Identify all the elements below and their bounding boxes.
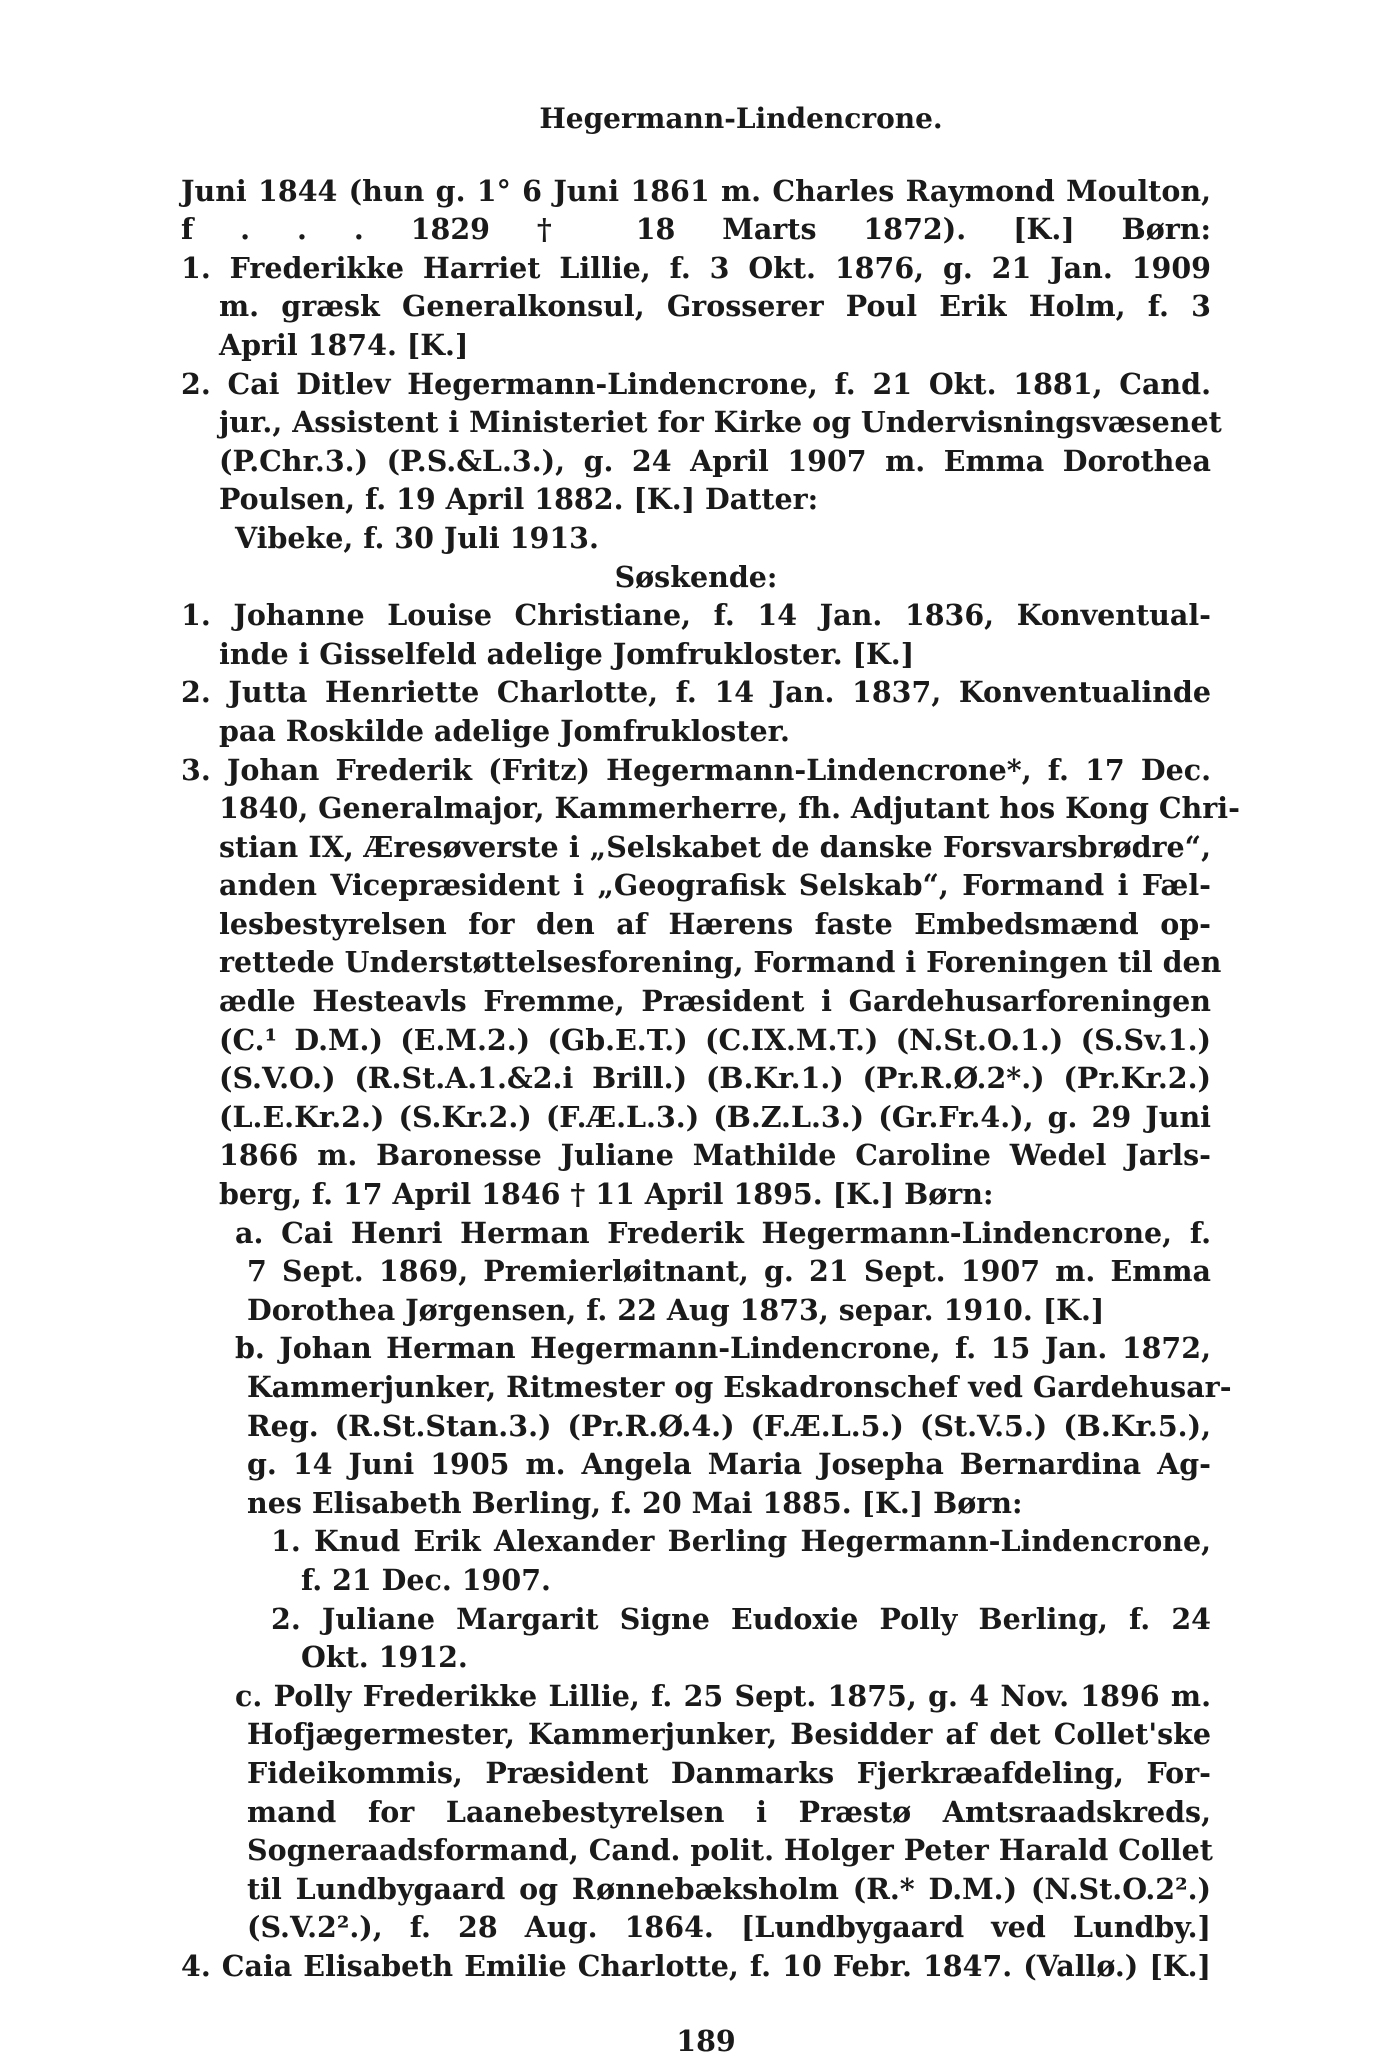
text-line: Juni 1844 (hun g. 1° 6 Juni 1861 m. Charles Raymond Moulton, (181, 172, 1211, 211)
text-line: nes Elisabeth Berling, f. 20 Mai 1885. [K.] Børn: (181, 1484, 1211, 1523)
text-line: Poulsen, f. 19 April 1882. [K.] Datter: (181, 480, 1211, 519)
text-line: (C.¹ D.M.) (E.M.2.) (Gb.E.T.) (C.IX.M.T.) (N.St.O.1.) (S.Sv.1.) (181, 1021, 1211, 1060)
text-line: b. Johan Herman Hegermann-Lindencrone, f. 15 Jan. 1872, (181, 1329, 1211, 1368)
text-line: Reg. (R.St.Stan.3.) (Pr.R.Ø.4.) (F.Æ.L.5.) (St.V.5.) (B.Kr.5.), (181, 1407, 1211, 1446)
text-line: 7 Sept. 1869, Premierløitnant, g. 21 Sept. 1907 m. Emma (181, 1252, 1211, 1291)
text-line: jur., Assistent i Ministeriet for Kirke og Undervisningsvæsenet (181, 403, 1211, 442)
document-page (181, 100, 1211, 2060)
text-line: 1866 m. Baronesse Juliane Mathilde Caroline Wedel Jarls- (181, 1136, 1211, 1175)
text-line: 1. Frederikke Harriet Lillie, f. 3 Okt. 1876, g. 21 Jan. 1909 (181, 249, 1211, 288)
text-line: rettede Understøttelsesforening, Formand i Foreningen til den (181, 943, 1211, 982)
page-number: 189 (201, 2022, 1211, 2060)
text-line: m. græsk Generalkonsul, Grosserer Poul Erik Holm, f. 3 (181, 287, 1211, 326)
running-head: Hegermann-Lindencrone. (271, 100, 1211, 139)
text-line: Hofjægermester, Kammerjunker, Besidder af det Collet'ske (181, 1715, 1211, 1754)
text-line: 1. Knud Erik Alexander Berling Hegermann-Lindencrone, (181, 1522, 1211, 1561)
text-line: (S.V.O.) (R.St.A.1.&2.i Brill.) (B.Kr.1.) (Pr.R.Ø.2*.) (Pr.Kr.2.) (181, 1059, 1211, 1098)
text-line: til Lundbygaard og Rønnebæksholm (R.* D.M.) (N.St.O.2².) (181, 1870, 1211, 1909)
text-line: 2. Juliane Margarit Signe Eudoxie Polly Berling, f. 24 (181, 1600, 1211, 1639)
text-line: g. 14 Juni 1905 m. Angela Maria Josepha Bernardina Ag- (181, 1445, 1211, 1484)
text-line: Sogneraadsformand, Cand. polit. Holger Peter Harald Collet (181, 1831, 1211, 1870)
text-line: lesbestyrelsen for den af Hærens faste Embedsmænd op- (181, 905, 1211, 944)
text-line: f . . . 1829 † 18 Marts 1872). [K.] Børn: (181, 210, 1211, 249)
text-line: c. Polly Frederikke Lillie, f. 25 Sept. 1875, g. 4 Nov. 1896 m. (181, 1677, 1211, 1716)
text-line: 2. Cai Ditlev Hegermann-Lindencrone, f. 21 Okt. 1881, Cand. (181, 365, 1211, 404)
text-line: Fideikommis, Præsident Danmarks Fjerkræafdeling, For- (181, 1754, 1211, 1793)
text-line: (S.V.2².), f. 28 Aug. 1864. [Lundbygaard ved Lundby.] (181, 1908, 1211, 1947)
text-line: 3. Johan Frederik (Fritz) Hegermann-Lindencrone*, f. 17 Dec. (181, 751, 1211, 790)
text-line: Okt. 1912. (181, 1638, 1211, 1677)
text-line: 2. Jutta Henriette Charlotte, f. 14 Jan. 1837, Konventualinde (181, 673, 1211, 712)
text-line: 1840, Generalmajor, Kammerherre, fh. Adjutant hos Kong Chri- (181, 789, 1211, 828)
text-line: ædle Hesteavls Fremme, Præsident i Gardehusarforeningen (181, 982, 1211, 1021)
text-line: inde i Gisselfeld adelige Jomfrukloster. [K.] (181, 635, 1211, 674)
text-line: berg, f. 17 April 1846 † 11 April 1895. [K.] Børn: (181, 1175, 1211, 1214)
text-line: (L.E.Kr.2.) (S.Kr.2.) (F.Æ.L.3.) (B.Z.L.3.) (Gr.Fr.4.), g. 29 Juni (181, 1098, 1211, 1137)
text-line: f. 21 Dec. 1907. (181, 1561, 1211, 1600)
text-line: (P.Chr.3.) (P.S.&L.3.), g. 24 April 1907 m. Emma Dorothea (181, 442, 1211, 481)
text-line: stian IX, Æresøverste i „Selskabet de danske Forsvarsbrødre“, (181, 828, 1211, 867)
text-line: anden Vicepræsident i „Geografisk Selskab“, Formand i Fæl- (181, 866, 1211, 905)
text-line: 1. Johanne Louise Christiane, f. 14 Jan. 1836, Konventual- (181, 596, 1211, 635)
text-line: Søskende: (181, 558, 1211, 597)
text-line: a. Cai Henri Herman Frederik Hegermann-Lindencrone, f. (181, 1214, 1211, 1253)
text-line: April 1874. [K.] (181, 326, 1211, 365)
text-line: Dorothea Jørgensen, f. 22 Aug 1873, separ. 1910. [K.] (181, 1291, 1211, 1330)
text-line: mand for Laanebestyrelsen i Præstø Amtsraadskreds, (181, 1793, 1211, 1832)
text-body (181, 172, 1211, 1986)
text-line: paa Roskilde adelige Jomfrukloster. (181, 712, 1211, 751)
text-line: Vibeke, f. 30 Juli 1913. (181, 519, 1211, 558)
text-line: 4. Caia Elisabeth Emilie Charlotte, f. 10 Febr. 1847. (Vallø.) [K.] (181, 1947, 1211, 1986)
text-line: Kammerjunker, Ritmester og Eskadronschef ved Gardehusar- (181, 1368, 1211, 1407)
